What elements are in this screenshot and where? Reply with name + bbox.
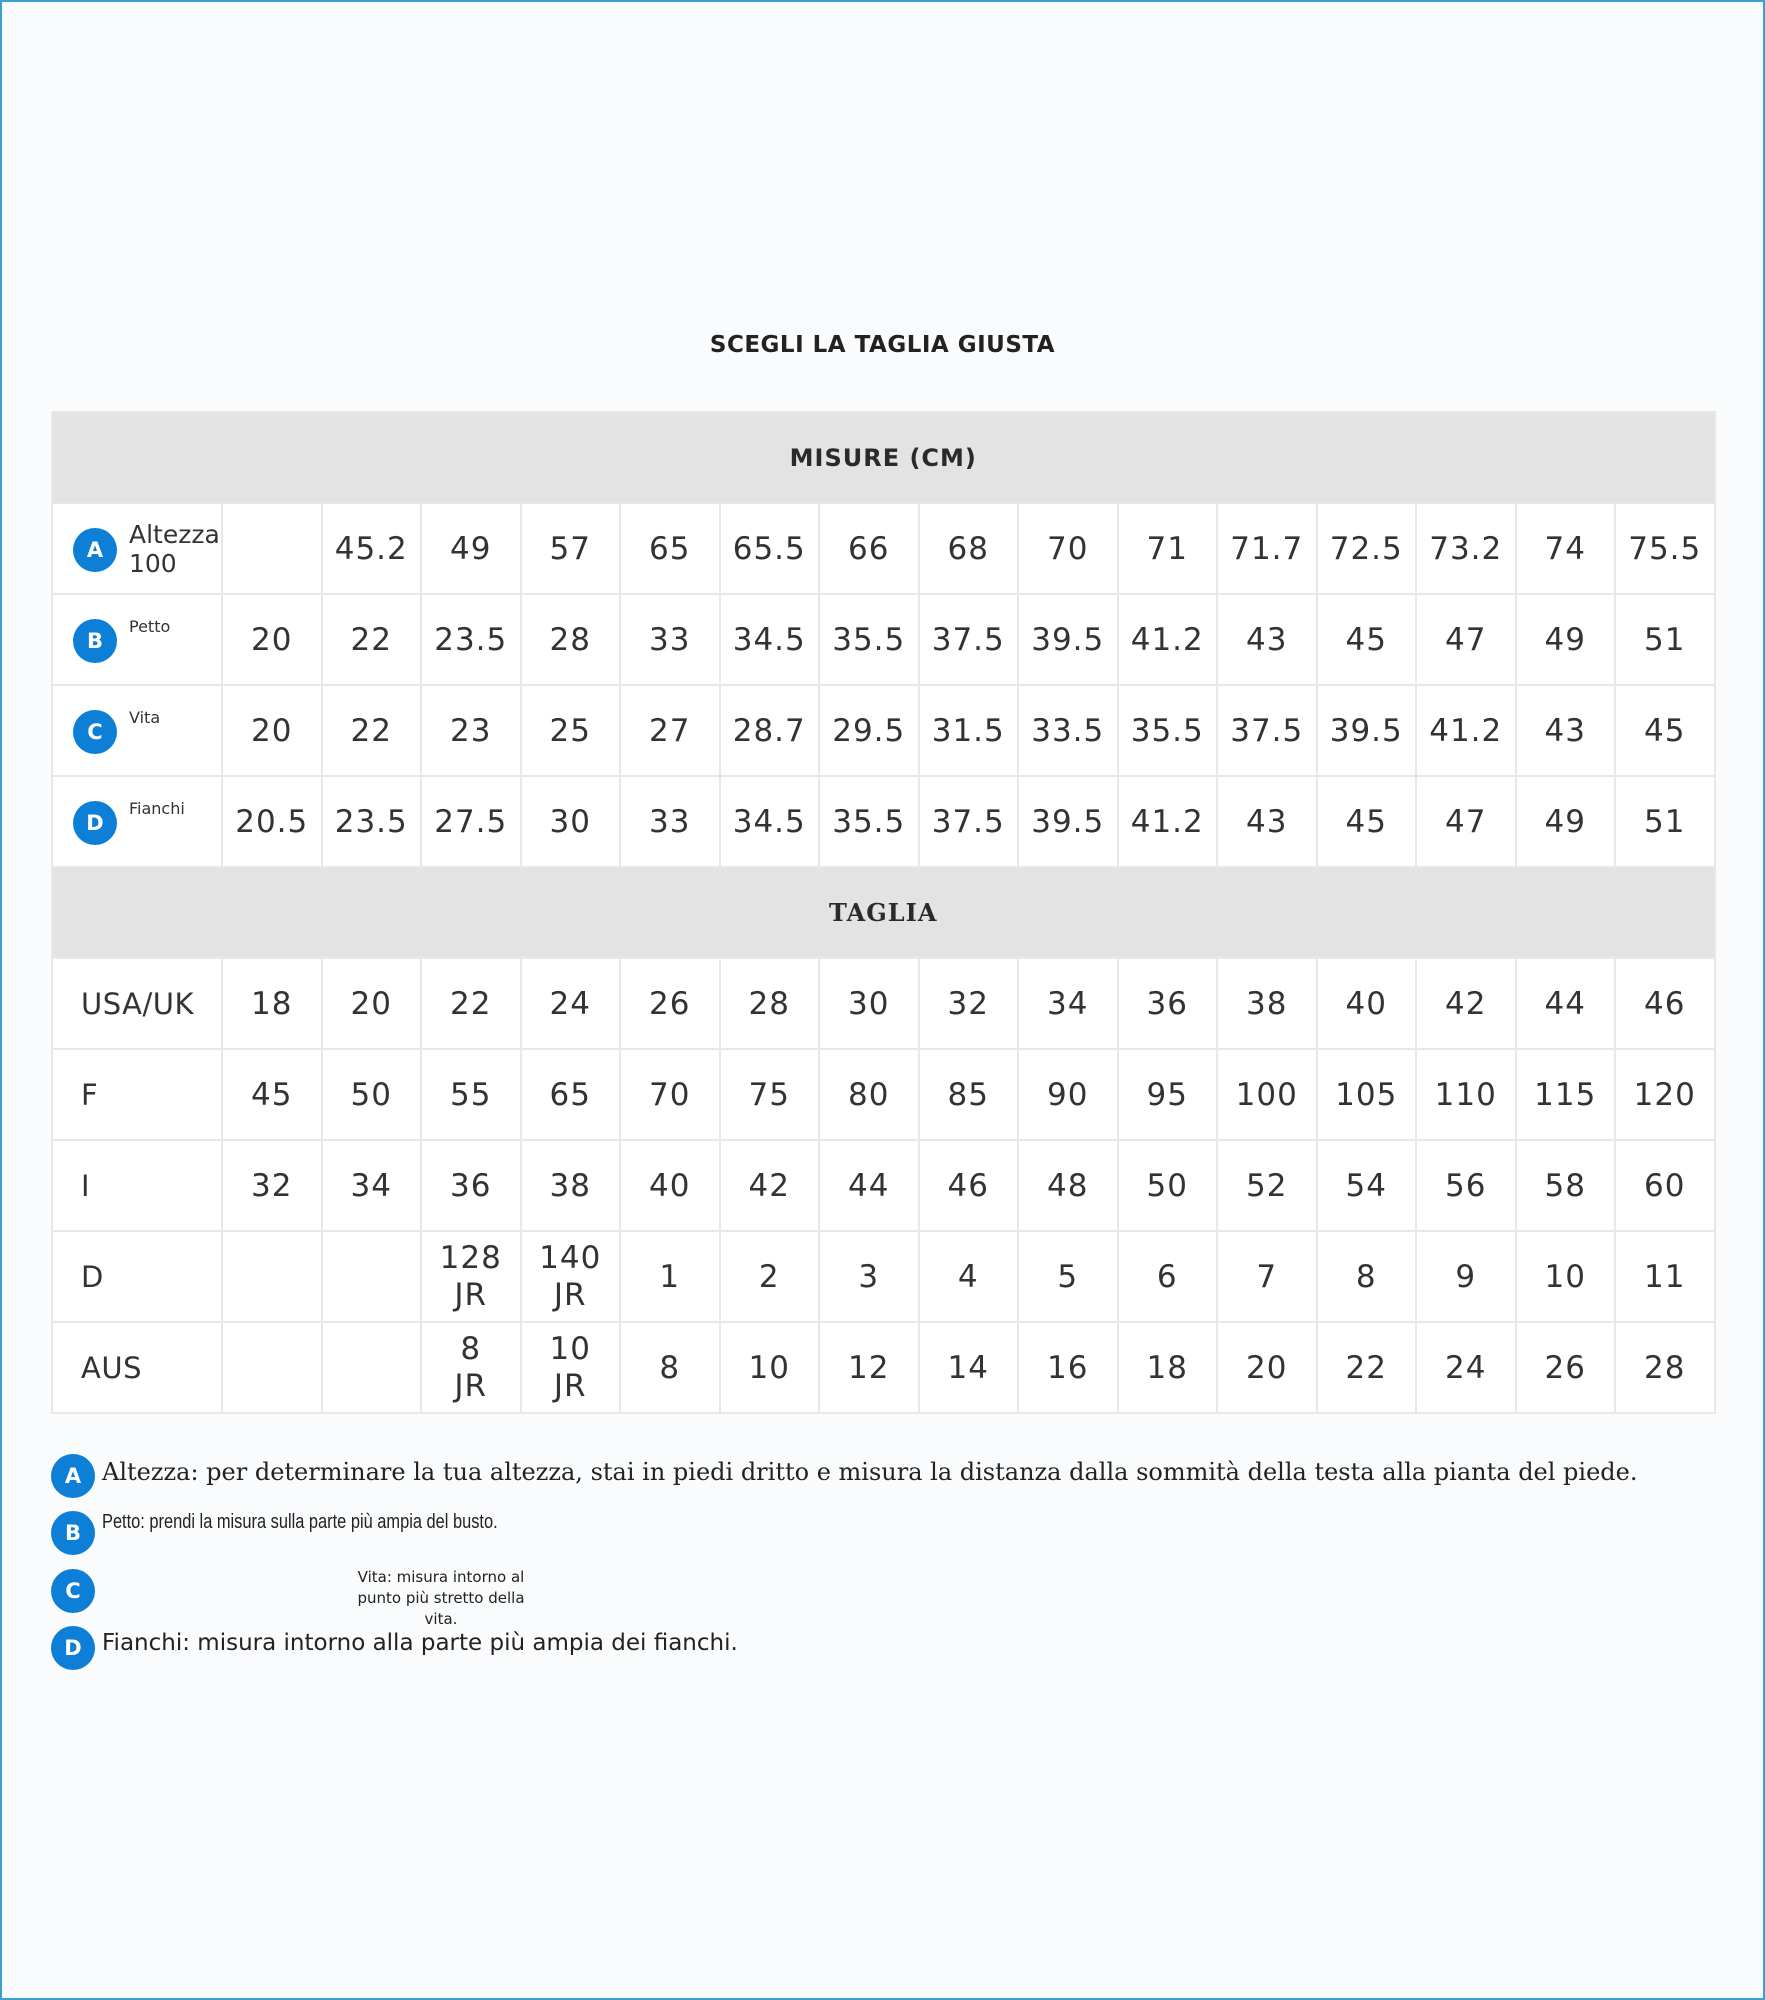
size-value: 115 [1516, 1049, 1616, 1140]
size-value: 3 [819, 1231, 919, 1322]
size-value: 50 [322, 1049, 422, 1140]
measure-value: 41.2 [1118, 594, 1218, 685]
size-system-label: F [52, 1049, 222, 1140]
size-value: 128 JR [421, 1231, 521, 1322]
size-value: 32 [222, 1140, 322, 1231]
measure-value: 22 [322, 685, 422, 776]
size-value: 40 [1317, 958, 1417, 1049]
size-value: 54 [1317, 1140, 1417, 1231]
measure-value: 45.2 [322, 503, 422, 594]
size-value: 32 [919, 958, 1019, 1049]
size-value: 80 [819, 1049, 919, 1140]
size-value [322, 1322, 422, 1413]
measure-label: Vita [129, 708, 161, 727]
size-value: 52 [1217, 1140, 1317, 1231]
size-value: 38 [1217, 958, 1317, 1049]
note-text: Altezza: per determinare la tua altezza, stai in piedi dritto e misura la distanza dalla sommità della testa alla pianta del piede. [102, 1458, 1638, 1486]
size-value: 100 [1217, 1049, 1317, 1140]
measure-value: 45 [1317, 776, 1417, 867]
note-text: Vita: misura intorno al punto più stretto della vita. [357, 1568, 525, 1628]
measure-value: 25 [521, 685, 621, 776]
measure-value: 37.5 [919, 594, 1019, 685]
measure-value: 57 [521, 503, 621, 594]
measure-value: 51 [1615, 776, 1715, 867]
size-row [52, 958, 1715, 1049]
size-value: 70 [620, 1049, 720, 1140]
size-value: 22 [421, 958, 521, 1049]
measure-value: 43 [1516, 685, 1616, 776]
size-value: 44 [1516, 958, 1616, 1049]
measure-value: 39.5 [1018, 776, 1118, 867]
size-value: 140 JR [521, 1231, 621, 1322]
size-value: 24 [521, 958, 621, 1049]
size-system-label: D [52, 1231, 222, 1322]
measure-value: 43 [1217, 594, 1317, 685]
size-value: 60 [1615, 1140, 1715, 1231]
badge-d-icon: D [51, 1626, 95, 1670]
measure-label-cell [52, 594, 222, 685]
size-value: 11 [1615, 1231, 1715, 1322]
size-value: 10 JR [521, 1322, 621, 1413]
size-value: 16 [1018, 1322, 1118, 1413]
size-row [52, 1322, 1715, 1413]
badge-d-icon: D [73, 801, 117, 845]
size-value: 18 [1118, 1322, 1218, 1413]
measure-label-cell [52, 503, 222, 594]
measure-value: 35.5 [1118, 685, 1218, 776]
size-value: 6 [1118, 1231, 1218, 1322]
size-value: 90 [1018, 1049, 1118, 1140]
size-system-label: I [52, 1140, 222, 1231]
measure-value: 22 [322, 594, 422, 685]
header-row-taglia [52, 867, 1715, 958]
size-value: 36 [421, 1140, 521, 1231]
size-value: 75 [720, 1049, 820, 1140]
size-value: 26 [620, 958, 720, 1049]
size-value: 10 [720, 1322, 820, 1413]
size-value: 34 [1018, 958, 1118, 1049]
measure-value: 45 [1615, 685, 1715, 776]
size-value: 42 [1416, 958, 1516, 1049]
size-value: 10 [1516, 1231, 1616, 1322]
measure-value: 51 [1615, 594, 1715, 685]
measure-value: 68 [919, 503, 1019, 594]
measure-value: 65 [620, 503, 720, 594]
size-value [322, 1231, 422, 1322]
measure-value: 23 [421, 685, 521, 776]
size-value: 85 [919, 1049, 1019, 1140]
size-value: 22 [1317, 1322, 1417, 1413]
size-row [52, 1231, 1715, 1322]
measure-value: 43 [1217, 776, 1317, 867]
measure-value: 33 [620, 776, 720, 867]
size-system-label: AUS [52, 1322, 222, 1413]
measure-value: 20.5 [222, 776, 322, 867]
measure-value: 41.2 [1118, 776, 1218, 867]
size-value: 8 [620, 1322, 720, 1413]
measure-value: 47 [1416, 594, 1516, 685]
measure-value: 75.5 [1615, 503, 1715, 594]
badge-c-icon: C [51, 1569, 95, 1613]
size-value: 28 [720, 958, 820, 1049]
measure-value: 37.5 [919, 776, 1019, 867]
measure-value: 34.5 [720, 594, 820, 685]
size-value: 58 [1516, 1140, 1616, 1231]
size-value: 105 [1317, 1049, 1417, 1140]
measure-label-cell [52, 685, 222, 776]
size-value: 8 JR [421, 1322, 521, 1413]
measure-value: 23.5 [322, 776, 422, 867]
measure-value: 66 [819, 503, 919, 594]
size-value: 56 [1416, 1140, 1516, 1231]
measure-value: 49 [421, 503, 521, 594]
size-value: 38 [521, 1140, 621, 1231]
size-value: 24 [1416, 1322, 1516, 1413]
size-value: 12 [819, 1322, 919, 1413]
measure-value: 29.5 [819, 685, 919, 776]
measure-value: 30 [521, 776, 621, 867]
size-value: 1 [620, 1231, 720, 1322]
size-value [222, 1231, 322, 1322]
measure-value: 27 [620, 685, 720, 776]
measure-value: 49 [1516, 776, 1616, 867]
measure-value: 49 [1516, 594, 1616, 685]
page-title: SCEGLI LA TAGLIA GIUSTA [709, 332, 1056, 358]
measures-header: MISURE (CM) [52, 412, 1715, 503]
measure-value: 37.5 [1217, 685, 1317, 776]
size-value: 9 [1416, 1231, 1516, 1322]
measure-label: Fianchi [129, 799, 185, 818]
size-header: TAGLIA [52, 867, 1715, 958]
size-row [52, 1140, 1715, 1231]
size-value: 45 [222, 1049, 322, 1140]
measure-row [52, 685, 1715, 776]
measure-value: 35.5 [819, 776, 919, 867]
measure-value: 45 [1317, 594, 1417, 685]
size-row [52, 1049, 1715, 1140]
measure-row [52, 594, 1715, 685]
measure-value: 71 [1118, 503, 1218, 594]
size-value: 2 [720, 1231, 820, 1322]
measure-value: 31.5 [919, 685, 1019, 776]
measure-value: 71.7 [1217, 503, 1317, 594]
size-value: 36 [1118, 958, 1218, 1049]
size-system-label: USA/UK [52, 958, 222, 1049]
measure-row [52, 776, 1715, 867]
measure-value: 28 [521, 594, 621, 685]
size-value: 18 [222, 958, 322, 1049]
measure-value: 20 [222, 685, 322, 776]
size-value: 44 [819, 1140, 919, 1231]
badge-a-icon: A [73, 528, 117, 572]
header-row-misure [52, 412, 1715, 503]
size-value: 34 [322, 1140, 422, 1231]
measure-label: Petto [129, 617, 171, 636]
size-value: 4 [919, 1231, 1019, 1322]
note-text: Fianchi: misura intorno alla parte più ampia dei fianchi. [102, 1630, 738, 1656]
badge-a-icon: A [51, 1454, 95, 1498]
size-value: 26 [1516, 1322, 1616, 1413]
size-value: 20 [322, 958, 422, 1049]
measure-value: 23.5 [421, 594, 521, 685]
size-value: 14 [919, 1322, 1019, 1413]
size-value: 110 [1416, 1049, 1516, 1140]
measure-value [222, 503, 322, 594]
measure-value: 47 [1416, 776, 1516, 867]
badge-c-icon: C [73, 710, 117, 754]
measure-value: 72.5 [1317, 503, 1417, 594]
measure-value: 33.5 [1018, 685, 1118, 776]
measure-label: Altezza 100 [129, 520, 220, 578]
measure-value: 74 [1516, 503, 1616, 594]
measure-value: 20 [222, 594, 322, 685]
size-value: 65 [521, 1049, 621, 1140]
measure-value: 65.5 [720, 503, 820, 594]
measure-value: 34.5 [720, 776, 820, 867]
size-value: 30 [819, 958, 919, 1049]
size-value: 50 [1118, 1140, 1218, 1231]
measure-value: 35.5 [819, 594, 919, 685]
size-value: 5 [1018, 1231, 1118, 1322]
measure-value: 73.2 [1416, 503, 1516, 594]
measure-value: 33 [620, 594, 720, 685]
badge-b-icon: B [73, 619, 117, 663]
size-value: 28 [1615, 1322, 1715, 1413]
size-value: 48 [1018, 1140, 1118, 1231]
measure-value: 28.7 [720, 685, 820, 776]
measure-value: 39.5 [1018, 594, 1118, 685]
measure-row [52, 503, 1715, 594]
measure-label-cell [52, 776, 222, 867]
size-value: 120 [1615, 1049, 1715, 1140]
size-value: 42 [720, 1140, 820, 1231]
size-value: 95 [1118, 1049, 1218, 1140]
size-value: 40 [620, 1140, 720, 1231]
size-chart-table [51, 411, 1716, 1414]
measure-value: 39.5 [1317, 685, 1417, 776]
note-text: Petto: prendi la misura sulla parte più ampia del busto. [102, 1511, 498, 1533]
measure-value: 41.2 [1416, 685, 1516, 776]
size-value: 46 [1615, 958, 1715, 1049]
size-value: 55 [421, 1049, 521, 1140]
badge-b-icon: B [51, 1511, 95, 1555]
size-value: 46 [919, 1140, 1019, 1231]
measure-value: 27.5 [421, 776, 521, 867]
size-value [222, 1322, 322, 1413]
measure-value: 70 [1018, 503, 1118, 594]
size-value: 8 [1317, 1231, 1417, 1322]
size-value: 20 [1217, 1322, 1317, 1413]
size-value: 7 [1217, 1231, 1317, 1322]
